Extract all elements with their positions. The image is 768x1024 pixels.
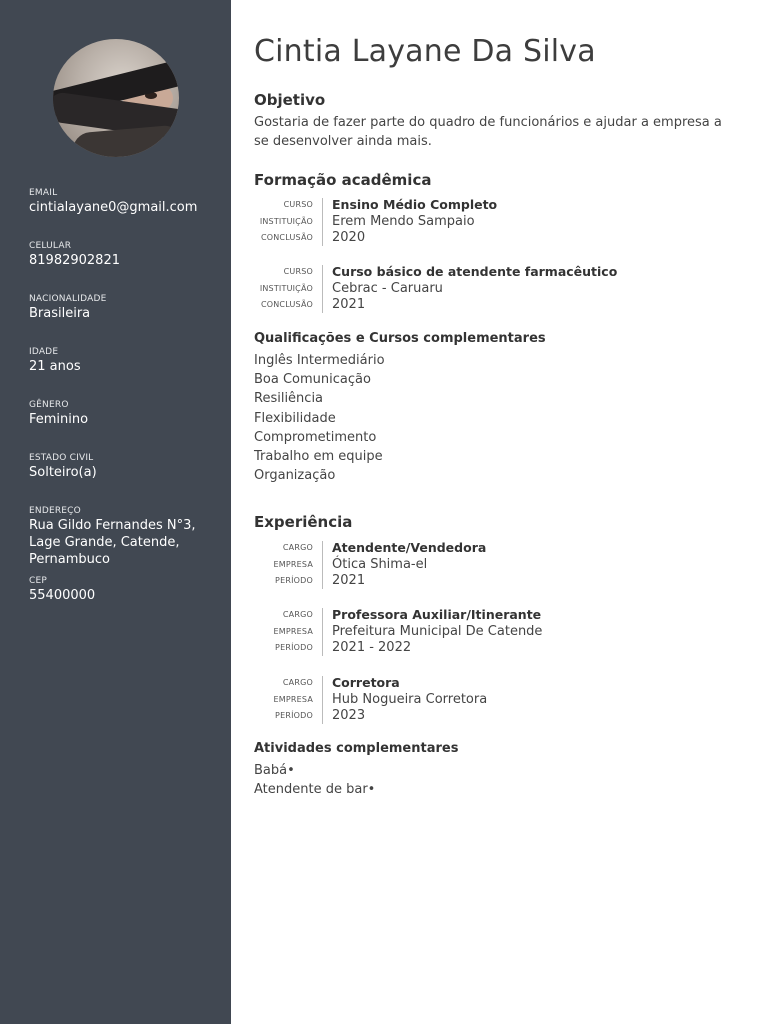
section-title-objetivo: Objetivo <box>254 91 326 109</box>
label-cargo: CARGO <box>282 678 313 687</box>
list-item: Atendente de bar• <box>254 782 376 798</box>
list-item: Trabalho em equipe <box>254 449 383 465</box>
address-value: Rua Gildo Fernandes N°3, Lage Grande, Catende, Pernambuco <box>29 518 196 567</box>
atividades-list <box>254 761 375 799</box>
cargo-value: Professora Auxiliar/Itinerante <box>332 607 542 622</box>
label-empresa: EMPRESA <box>273 626 313 636</box>
phone-value: 81982902821 <box>29 253 120 268</box>
label-instituicao: INSTITUIÇÃO <box>259 283 313 293</box>
experience-entry <box>240 674 740 726</box>
field-label: CELULAR <box>29 241 72 251</box>
field-label: IDADE <box>29 347 59 357</box>
field-genero <box>29 399 224 428</box>
label-conclusao: CONCLUSÃO <box>260 233 313 243</box>
objetivo-text: Gostaria de fazer parte do quadro de funcionários e ajudar a empresa a se desenvolver ainda mais. <box>254 115 722 149</box>
marital-status-value: Solteiro(a) <box>29 465 97 480</box>
list-item: Comprometimento <box>254 429 377 445</box>
sidebar <box>0 0 231 1024</box>
field-cep <box>29 575 224 604</box>
label-empresa: EMPRESA <box>273 694 313 704</box>
field-email <box>29 187 224 216</box>
label-curso: CURSO <box>283 267 313 276</box>
empresa-value: Hub Nogueira Corretora <box>332 691 488 707</box>
divider <box>322 676 323 724</box>
conclusao-value: 2020 <box>332 230 366 246</box>
page-title: Cintia Layane Da Silva <box>254 34 596 69</box>
profile-photo <box>53 39 179 157</box>
cargo-value: Atendente/Vendedora <box>332 540 487 555</box>
label-periodo: PERÍODO <box>275 576 313 586</box>
periodo-value: 2023 <box>332 708 366 724</box>
conclusao-value: 2021 <box>332 297 366 313</box>
section-title-experiencia: Experiência <box>254 513 353 531</box>
age-value: 21 anos <box>29 359 81 374</box>
experience-entry <box>240 539 740 591</box>
section-title-qualificacoes: Qualificações e Cursos complementares <box>254 331 546 346</box>
curso-value: Curso básico de atendente farmacêutico <box>332 264 618 279</box>
list-item: Babá• <box>254 763 295 778</box>
education-entry <box>240 263 740 315</box>
label-periodo: PERÍODO <box>275 711 313 721</box>
label-curso: CURSO <box>283 200 313 209</box>
empresa-value: Ótica Shima-el <box>332 556 428 572</box>
field-label: GÊNERO <box>29 400 69 410</box>
nationality-value: Brasileira <box>29 306 91 321</box>
section-title-atividades: Atividades complementares <box>254 741 459 756</box>
field-label: EMAIL <box>29 188 58 198</box>
qualificacoes-list <box>254 351 385 485</box>
periodo-value: 2021 <box>332 573 366 589</box>
field-endereco <box>29 505 224 568</box>
empresa-value: Prefeitura Municipal De Catende <box>332 623 543 639</box>
field-label: CEP <box>29 576 47 586</box>
cargo-value: Corretora <box>332 675 400 690</box>
instituicao-value: Cebrac - Caruaru <box>332 280 443 296</box>
list-item: Resiliência <box>254 391 324 407</box>
divider <box>322 608 323 656</box>
gender-value: Feminino <box>29 412 89 427</box>
label-periodo: PERÍODO <box>275 643 313 653</box>
curso-value: Ensino Médio Completo <box>332 197 498 212</box>
label-conclusao: CONCLUSÃO <box>260 300 313 310</box>
label-empresa: EMPRESA <box>273 559 313 569</box>
field-estado-civil <box>29 452 224 481</box>
zip-value: 55400000 <box>29 588 96 603</box>
divider <box>322 198 323 246</box>
list-item: Boa Comunicação <box>254 372 371 388</box>
field-label: NACIONALIDADE <box>29 294 107 304</box>
experience-entry <box>240 606 740 658</box>
divider <box>322 265 323 313</box>
instituicao-value: Erem Mendo Sampaio <box>332 213 475 229</box>
label-instituicao: INSTITUIÇÃO <box>259 216 313 226</box>
list-item: Inglês Intermediário <box>254 353 385 368</box>
label-cargo: CARGO <box>282 610 313 619</box>
email-value[interactable]: cintialayane0@gmail.com <box>29 200 198 215</box>
field-label: ENDEREÇO <box>29 506 81 516</box>
divider <box>322 541 323 589</box>
field-label: ESTADO CIVIL <box>29 453 94 463</box>
field-idade <box>29 346 224 375</box>
field-celular <box>29 240 224 269</box>
list-item: Organização <box>254 468 336 484</box>
education-entry <box>240 196 740 248</box>
section-title-formacao: Formação acadêmica <box>254 171 432 189</box>
label-cargo: CARGO <box>282 543 313 552</box>
periodo-value: 2021 - 2022 <box>332 640 412 656</box>
list-item: Flexibilidade <box>254 410 336 426</box>
field-nacionalidade <box>29 293 224 322</box>
